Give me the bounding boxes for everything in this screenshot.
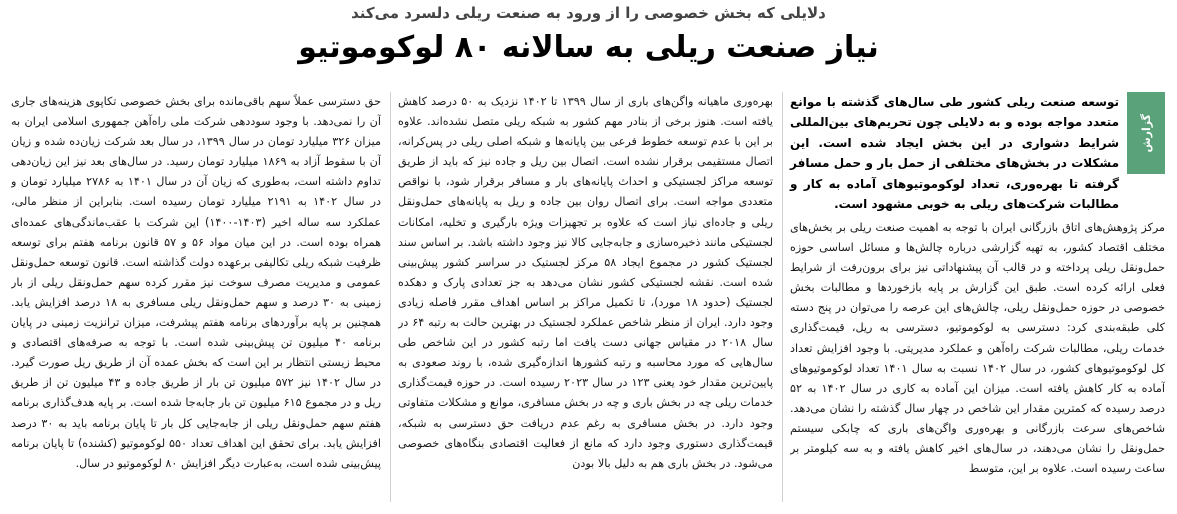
article-lead: توسعه صنعت ریلی کشور طی سال‌های گذشته با موانع متعدد مواجه بوده و به دلایلی چون تحریم‌های بین‌المللی شرایط دشواری در این بخش ایجاد شده است. این مشکلات در بخش‌های مختلفی از حمل بار و حمل مسافر گرفته تا بهره‌وری، تعداد لوکوموتیوهای آماده به کار و مطالبات شرکت‌های ریلی به خوبی مشهود است. — [790, 95, 1119, 212]
column-1-text: مرکز پژوهش‌های اتاق بازرگانی ایران با توجه به اهمیت صنعت ریلی بر بخش‌های مختلف اقتصاد کشور، به تهیه گزارشی درباره چالش‌ها و مسائل اساسی حوزه حمل‌ونقل ریلی پرداخته و در قالب آن پیشنهاداتی نیز برای برون‌رفت از شرایط فعلی ارائه کرده است. طبق این گزارش بر پایه بازخوردها و مطالبات بخش خصوصی در حوزه حمل‌ونقل ریلی، چالش‌های این عرصه را می‌توان در پنج دسته کلی طبقه‌بندی کرد: دسترسی به لوکوموتیو، دسترسی به ریل، قیمت‌گذاری خدمات ریلی، مطالبات شرکت راه‌آهن و عملکرد مدیریتی. با وجود افزایش تعداد کل لوکوموتیوهای کشور، در سال ۱۴۰۲ نسبت به سال ۱۴۰۱ تعداد لوکوموتیوهای آماده به کار کاهش یافته است. میزان این آماده به کاری در سال ۱۴۰۲ به ۵۲ درصد رسیده که کمترین مقدار این شاخص در چهار سال گذشته را نشان می‌دهد. شاخص‌های سرعت بازرگانی و بهره‌وری واگن‌های باری که چابکی سیستم حمل‌ونقل را نشان می‌دهند، در سال‌های اخیر کاهش یافته و به سه کیلومتر بر ساعت رسیده است. علاوه بر این، متوسط — [790, 221, 1165, 476]
section-tag-label: گزارش — [1139, 113, 1153, 153]
column-2-text: بهره‌وری ماهیانه واگن‌های باری از سال ۱۳۹۹ تا ۱۴۰۲ نزدیک به ۵۰ درصد کاهش یافته است. هنوز برخی از بنادر مهم کشور به شبکه ریلی متصل نشده‌اند. علاوه بر این با عدم توسعه خطوط فرعی بین پایانه‌ها و شبکه اصلی ریلی در پس‌کرانه، اتصال مستقیمی برقرار نشده است. اتصال بین ریل و جاده نیز که باید از طریق توسعه مراکز لجستیکی و احداث پایانه‌های بار و مسافر برقرار شود، با نواقص متعددی مواجه است. برای اتصال روان بین جاده و ریل به پایانه‌های حمل‌ونقل ریلی و جاده‌ای نیاز است که علاوه بر تجهیزات ویژه بارگیری و تخلیه، امکانات لجستیکی مانند ذخیره‌سازی و جابه‌جایی کالا نیز وجود داشته باشد. بر اساس سند لجستیک کشور در مجموع ایجاد ۵۸ مرکز لجستیک در سراسر کشور پیش‌بینی شده است. نقشه لجستیکی کشور نشان می‌دهد به جز تعدادی پارک و دهکده لجستیک (حدود ۱۸ مورد)، تا تکمیل مراکز بر اساس اهداف مقرر فاصله زیادی وجود دارد. ایران از منظر شاخص عملکرد لجستیک در بهترین حالت به رتبه ۶۴ در سال ۲۰۱۸ در مقیاس جهانی دست یافت اما رتبه کشور در این شاخص طی سال‌هایی که مورد محاسبه و رتبه کشورها اندازه‌گیری شده، با روند صعودی به پایین‌ترین مقدار خود یعنی ۱۲۳ در سال ۲۰۲۳ رسیده است. در حوزه قیمت‌گذاری خدمات ریلی چه در بخش باری و چه در بخش مسافری، موانع و مشکلات متفاوتی وجود دارد. در بخش مسافری به رغم عدم دریافت حق دسترسی به شبکه، قیمت‌گذاری دستوری وجود دارد که مانع از فعالیت اقتصادی بنگاه‌های خصوصی می‌شود. در بخش باری هم به دلیل بالا بودن — [398, 95, 773, 470]
article-column-1 — [790, 218, 1165, 510]
article-column-2 — [398, 92, 773, 510]
column-divider — [390, 92, 391, 502]
section-tag — [1127, 92, 1165, 174]
article-column-3 — [11, 92, 381, 510]
column-3-text: حق دسترسی عملاً سهم باقی‌مانده برای بخش خصوصی تکاپوی هزینه‌های جاری آن را نمی‌دهد. با وجود سوددهی شرکت ملی راه‌آهن جمهوری اسلامی ایران به میزان ۳۲۶ میلیارد تومان در سال ۱۳۹۹، در سال بعد شرکت زیان‌ده شده و زیان آن با سقوط آزاد به ۱۸۶۹ میلیارد تومان رسید. در سال‌های بعد نیز این زیان‌دهی تداوم داشته است، به‌طوری که زیان آن در سال ۱۴۰۱ به ۲۷۸۶ میلیارد تومان و در سال ۱۴۰۲ به ۲۱۹۱ میلیارد تومان رسیده است. بنابراین از منظر مالی، عملکرد سه ساله اخیر (۱۴۰۳-۱۴۰۰) این شرکت با عقب‌ماندگی‌های عمده‌ای همراه بوده است. در این میان مواد ۵۶ و ۵۷ قانون برنامه هفتم برای توسعه ظرفیت شبکه ریلی تکالیفی برعهده دولت گذاشته است. قانون توسعه حمل‌ونقل عمومی و مدیریت مصرف سوخت نیز مقرر کرده سهم حمل‌ونقل ریلی از بار زمینی به ۳۰ درصد و سهم حمل‌ونقل ریلی مسافری به ۱۸ درصد افزایش یابد. همچنین بر پایه برآوردهای برنامه هفتم پیشرفت، میزان ترانزیت زمینی در پایان برنامه ۴۰ میلیون تن پیش‌بینی شده است. با توجه به صرفه‌های اقتصادی و محیط زیستی انتظار بر این است که بخش عمده آن از طریق ریل صورت گیرد. در سال ۱۴۰۲ نیز ۵۷۲ میلیون تن بار از طریق جاده و ۴۳ میلیون تن از طریق ریل و در مجموع ۶۱۵ میلیون تن بار جابه‌جا شده است. بر پایه هدف‌گذاری برنامه هفتم سهم حمل‌ونقل ریلی از جابه‌جایی کل بار تا پایان برنامه باید به ۳۰ درصد افزایش یابد. برای تحقق این اهداف تعداد ۵۵۰ لوکوموتیو (کشنده) تا پایان برنامه پیش‌بینی شده است، به‌عبارت دیگر افزایش ۸۰ لوکوموتیو در سال. — [11, 95, 381, 470]
column-divider — [782, 92, 783, 502]
article-kicker: دلایلی که بخش خصوصی را از ورود به صنعت ریلی دلسرد می‌کند — [351, 4, 826, 22]
article-headline: نیاز صنعت ریلی به سالانه ۸۰ لوکوموتیو — [298, 30, 879, 65]
